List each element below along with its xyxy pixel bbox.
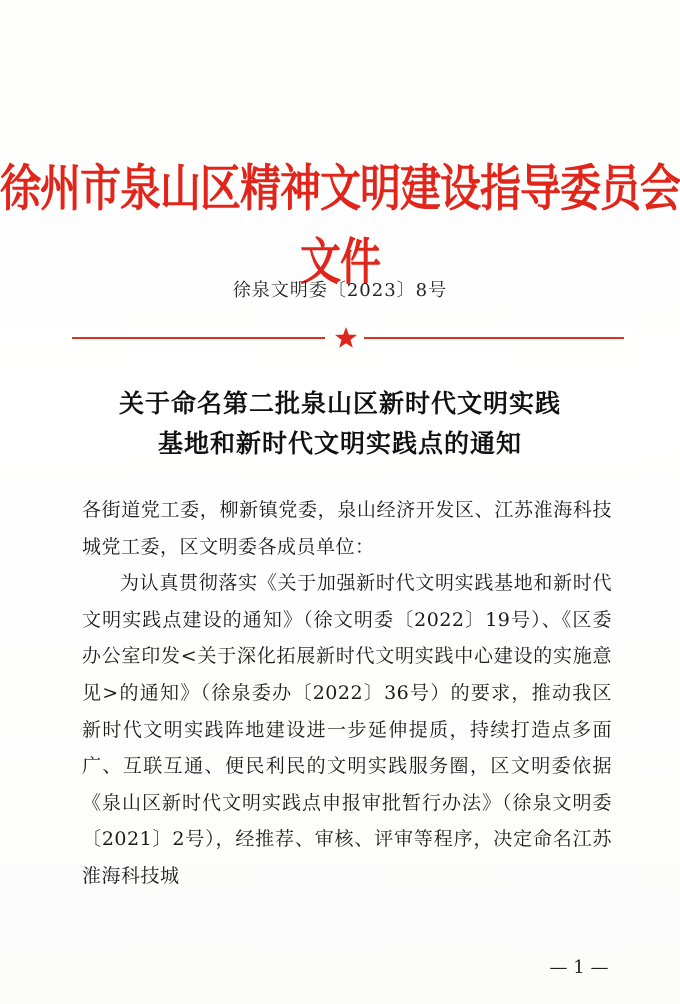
star-icon bbox=[334, 326, 358, 350]
document-number: 徐泉文明委〔2023〕8号 bbox=[232, 280, 448, 301]
page-number: — 1 — bbox=[549, 957, 609, 978]
issuer-header: 徐州市泉山区精神文明建设指导委员会文件 bbox=[0, 159, 680, 292]
divider-line-right bbox=[364, 337, 624, 339]
body-paragraph-1: 为认真贯彻落实《关于加强新时代文明实践基地和新时代文明实践点建设的通知》（徐文明委〔2022〕19号）、《区委办公室印发<关于深化拓展新时代文明实践中心建设的实施意见>的通知》（徐泉委办〔2022〕36号）的要求，推动我区新时代文明实践阵地建设进一步延伸提质，持续打造点多面广、互联互通、便民利民的文明实践服务圈，区文明委依据《泉山区新时代文明实践点申报审批暂行办法》（徐泉文明委〔2021〕2号），经推荐、审核、评审等程序，决定命名江苏淮海科技城 bbox=[82, 572, 612, 887]
header-divider bbox=[72, 326, 624, 350]
notice-body bbox=[82, 492, 612, 895]
divider-line-left bbox=[72, 337, 325, 339]
notice-title-line-1: 关于命名第二批泉山区新时代文明实践 bbox=[118, 389, 561, 418]
addressee-paragraph: 各街道党工委，柳新镇党委，泉山经济开发区、江苏淮海科技城党工委，区文明委各成员单位： bbox=[82, 499, 612, 558]
notice-title-line-2: 基地和新时代文明实践点的通知 bbox=[157, 429, 522, 458]
